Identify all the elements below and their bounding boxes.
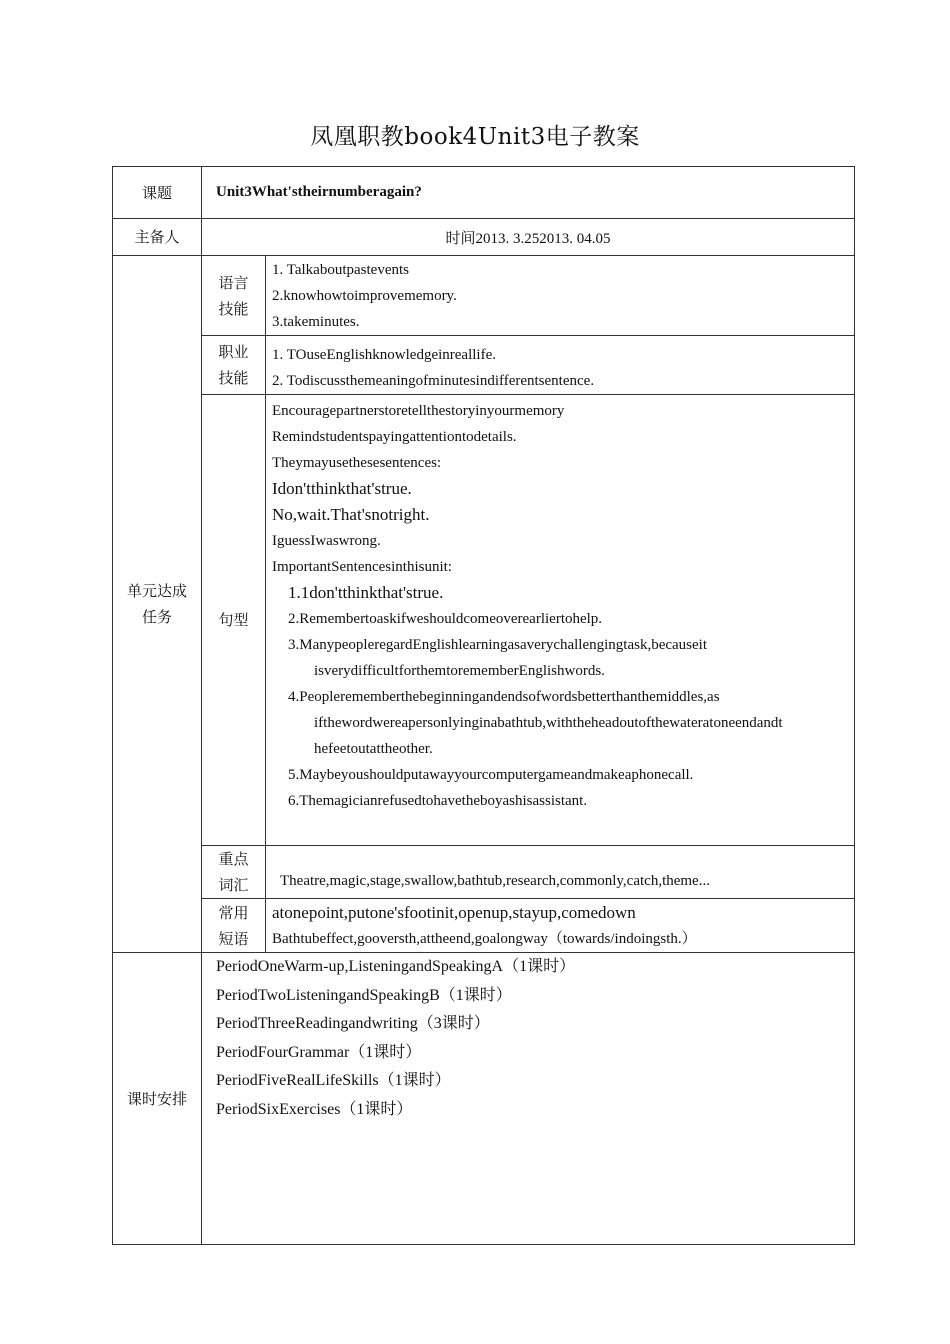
language-item: 3.takeminutes. (272, 313, 360, 330)
important-sentence: 1.1don'tthinkthat'strue. (288, 583, 444, 602)
important-sentence: 5.Maybeyoushouldputawayyourcomputergameandmakeaphonecall. (288, 767, 694, 783)
schedule-row (113, 953, 855, 1245)
phrase-line: atonepoint,putone'sfootinit,openup,stayup,comedown (272, 902, 636, 922)
career-skill-content (266, 336, 855, 395)
period-item: PeriodThreeReadingandwriting（3课时） (216, 1015, 490, 1032)
time-value: 时间2013. 3.252013. 04.05 (202, 219, 855, 256)
career-skill-row (113, 336, 855, 395)
period-item: PeriodTwoListeningandSpeakingB（1课时） (216, 986, 512, 1004)
language-skill-row (113, 256, 855, 336)
career-item: 1. TOuseEnglishknowledgeinreallife. (272, 347, 496, 363)
unit-goal-label-line-2: 任务 (141, 608, 172, 626)
important-sentence: 2.Remembertoaskifweshouldcomeoverearliertohelp. (288, 611, 603, 627)
period-item: PeriodFiveRealLifeSkills（1课时） (216, 1072, 451, 1089)
career-label-line-2: 技能 (218, 369, 249, 387)
vocabulary-label-line-1: 重点 (218, 850, 249, 868)
period-item: PeriodOneWarm-up,ListeningandSpeakingA（1课时） (216, 958, 576, 975)
language-skill-content (266, 256, 855, 336)
topic-row (113, 167, 855, 219)
sentence-example: No,wait.That'snotright. (272, 505, 430, 524)
important-sentence: 4.Peoplerememberthebeginningandendsofwordsbetterthanthemiddles,as (288, 689, 720, 705)
lesson-plan-table (112, 166, 855, 1245)
topic-value: Unit3What'stheirnumberagain? (202, 167, 855, 219)
vocabulary-label-line-2: 词汇 (218, 876, 249, 894)
unit-goal-label (113, 256, 202, 953)
unit-goal-label-line-1: 单元达成 (126, 582, 187, 600)
important-sentences-header: ImportantSentencesinthisunit: (272, 559, 452, 575)
schedule-content (202, 953, 855, 1245)
sentence-guess: IguessIwaswrong. (272, 533, 381, 549)
sentence-pattern-row (113, 395, 855, 846)
phrase-content (266, 899, 855, 953)
important-sentence-continued: ifthewordwereapersonlyinginabathtub,withtheheadoutofthewateratoneendandt (314, 715, 783, 731)
career-item: 2. Todiscussthemeaningofminutesindifferentsentence. (272, 373, 595, 389)
sentence-pattern-label: 句型 (202, 395, 266, 846)
language-item: 2.knowhowtoimprovememory. (272, 287, 457, 304)
vocabulary-label (202, 846, 266, 899)
career-label-line-1: 职业 (218, 343, 249, 361)
period-item: PeriodSixExercises（1课时） (216, 1100, 413, 1118)
phrase-label-line-1: 常用 (218, 903, 249, 922)
language-label-line-2: 技能 (218, 299, 249, 318)
preparer-row (113, 219, 855, 256)
document-title: 凤凰职教book4Unit3电子教案 (310, 124, 640, 150)
phrase-label (202, 899, 266, 953)
important-sentence: 3.ManypeopleregardEnglishlearningasaverychallengingtask,becauseit (288, 637, 708, 653)
important-sentence-continued: isverydifficultforthemtorememberEnglishwords. (314, 663, 605, 679)
phrase-row (113, 899, 855, 953)
language-item: 1. Talkaboutpastevents (272, 261, 409, 278)
sentence-intro: Encouragepartnerstoretellthestoryinyourmemory (272, 403, 565, 419)
important-sentence: 6.Themagicianrefusedtohavetheboyashisassistant. (288, 793, 588, 809)
sentence-intro: Remindstudentspayingattentiontodetails. (272, 429, 517, 445)
sentence-pattern-content (266, 395, 855, 846)
language-skill-label (202, 256, 266, 336)
topic-label: 课题 (113, 167, 202, 219)
period-item: PeriodFourGrammar（1课时） (216, 1043, 422, 1061)
vocabulary-row (113, 846, 855, 899)
vocabulary-value: Theatre,magic,stage,swallow,bathtub,research,commonly,catch,theme... (280, 873, 710, 889)
sentence-intro: Theymayusethesesentences: (272, 455, 442, 471)
phrase-label-line-2: 短语 (218, 929, 249, 948)
career-skill-label (202, 336, 266, 395)
schedule-label: 课时安排 (113, 953, 202, 1245)
phrase-line: Bathtubeffect,gooversth,attheend,goalongway（towards/indoingsth.） (272, 930, 697, 947)
sentence-example: Idon'tthinkthat'strue. (272, 479, 412, 498)
language-label-line-1: 语言 (218, 273, 249, 292)
vocabulary-content (266, 846, 855, 899)
preparer-label: 主备人 (113, 219, 202, 256)
important-sentence-continued: hefeetoutattheother. (314, 741, 433, 757)
